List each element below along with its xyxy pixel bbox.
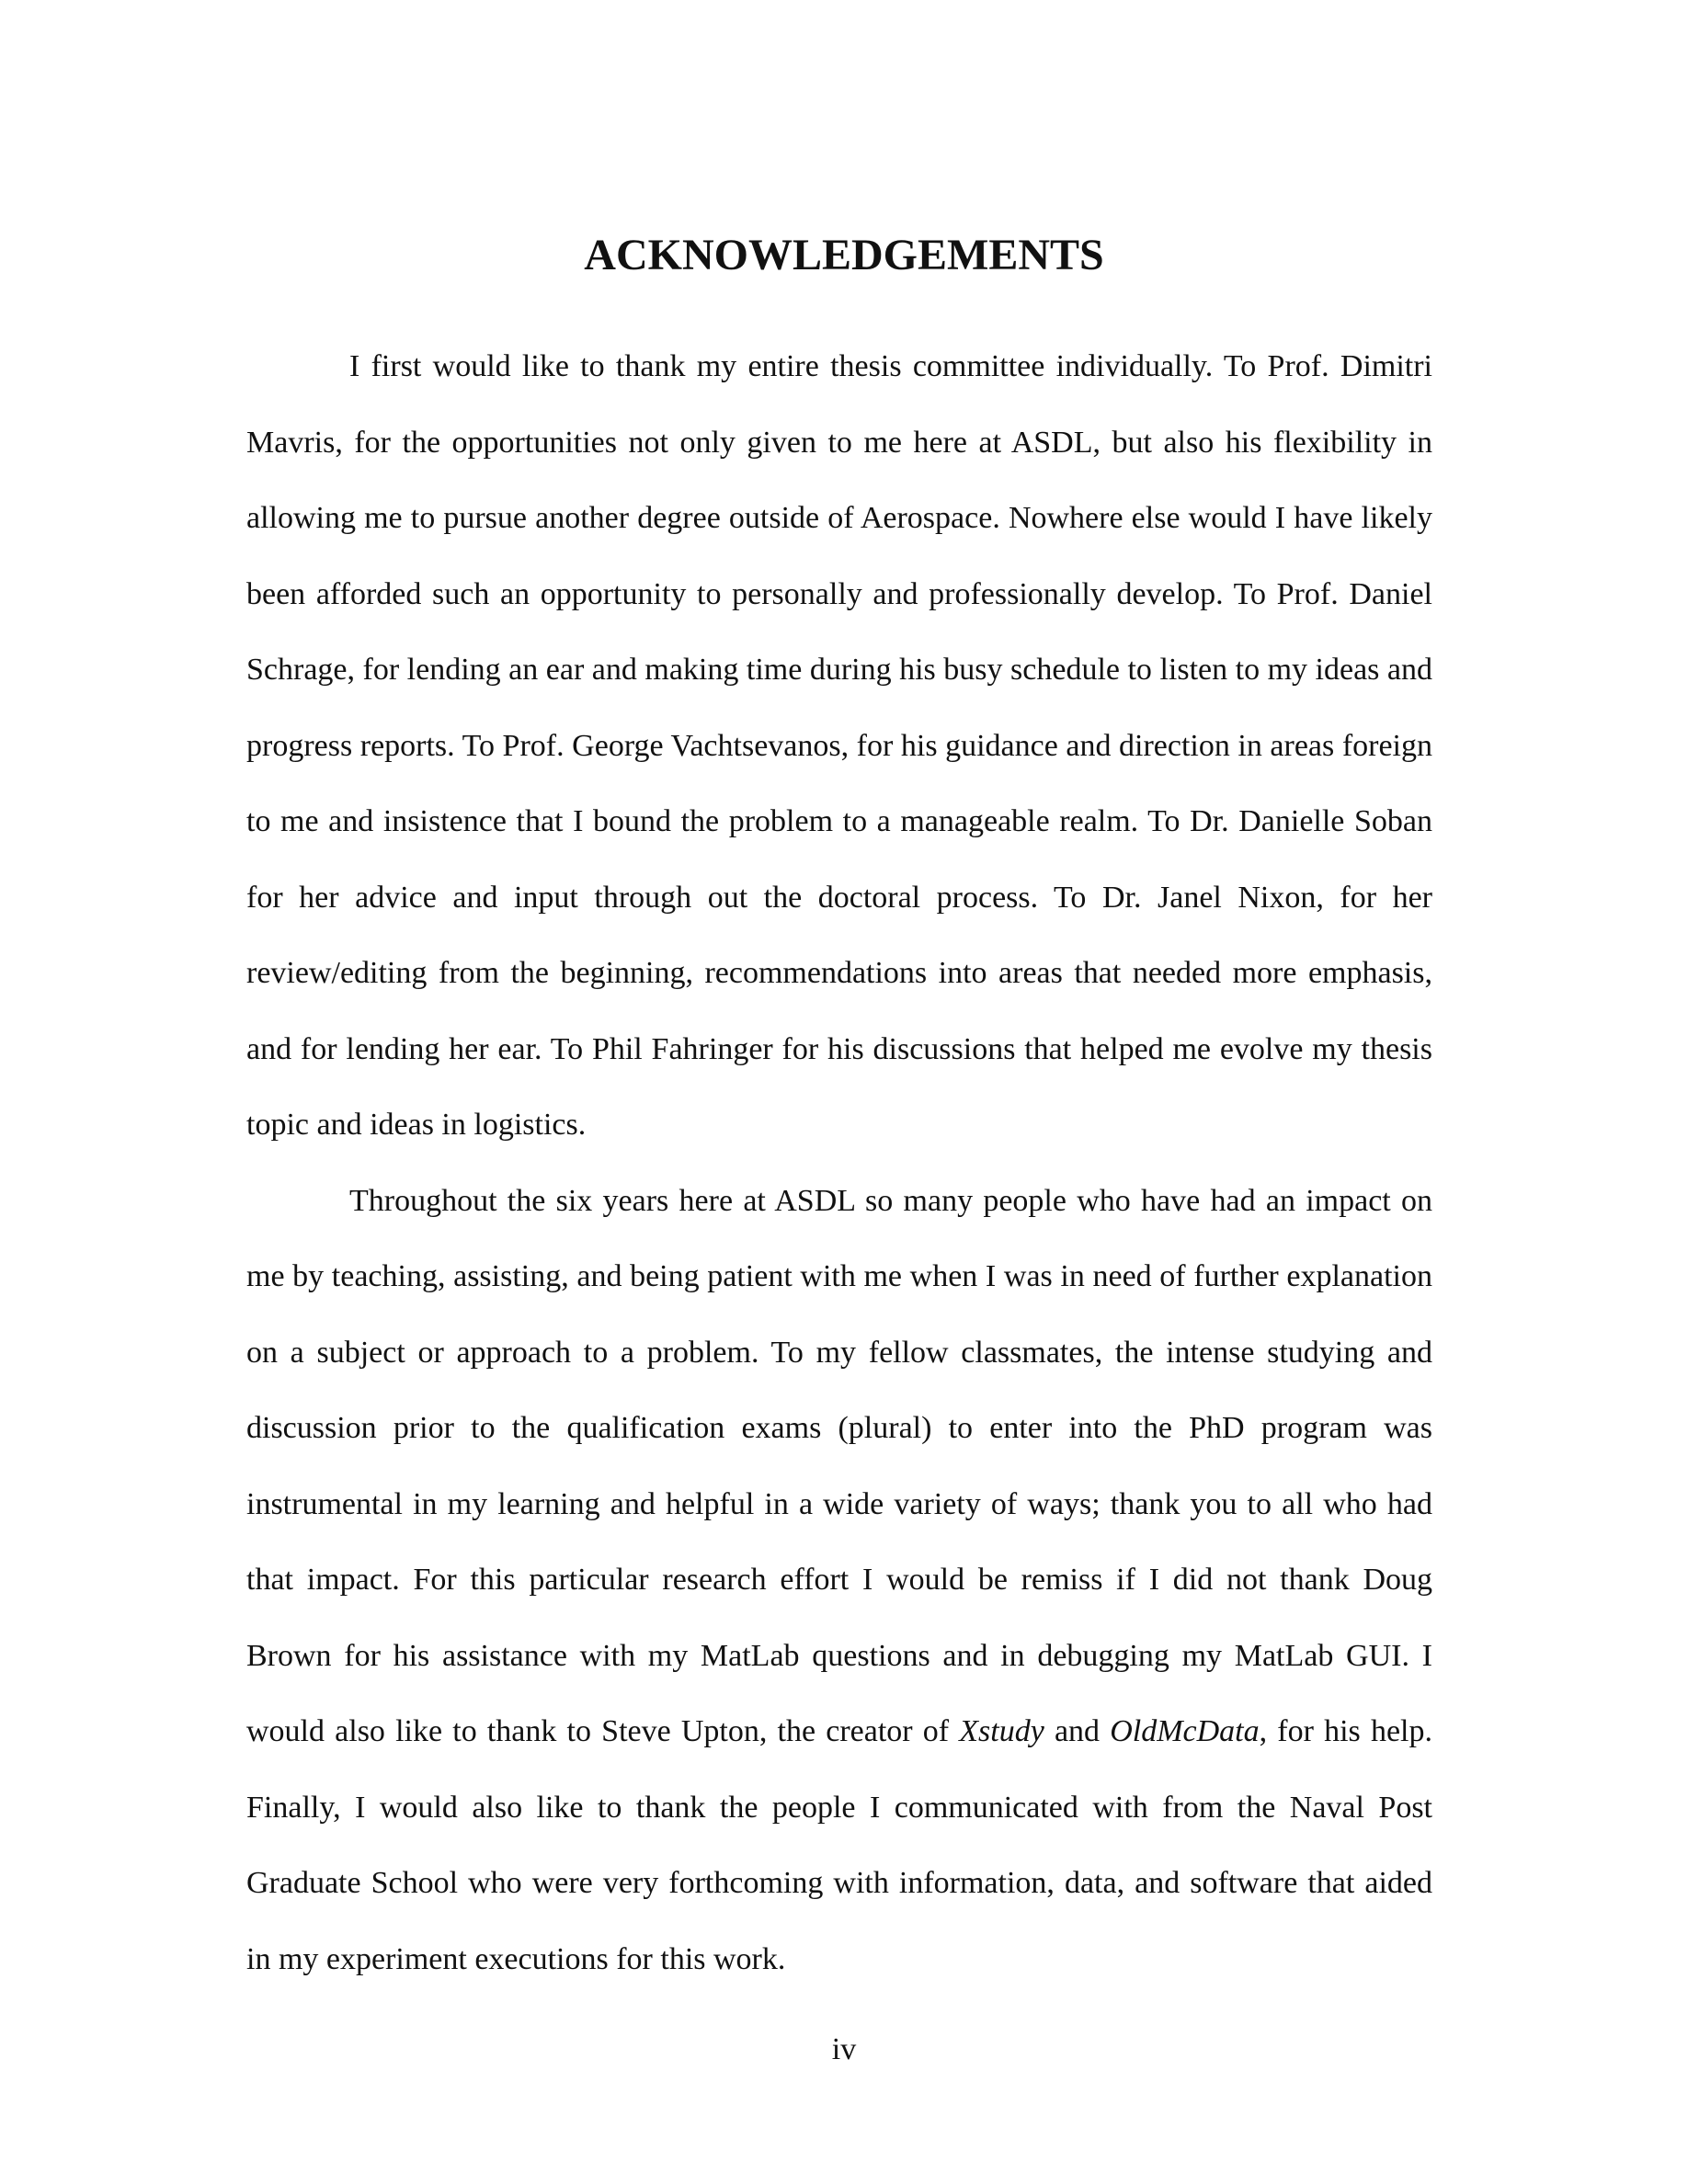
paragraph-2-text-part-3: , for his help. Finally, I would also like to thank the people I communicated with from the Naval Post Graduate School who were very forthcoming with information, data, and software that aided in my experiment executions for this work. [246,1714,1432,1976]
software-name-oldmcdata: OldMcData [1110,1714,1260,1748]
paragraph-2-text-part-1: Throughout the six years here at ASDL so many people who have had an impact on me by teaching, assisting, and being patient with me when I was in need of further explanation on a subject or approach to a problem. To my fellow classmates, the intense studying and discussion prior to the qualification exams (plural) to enter into the PhD program was instrumental in my learning and helpful in a wide variety of ways; thank you to all who had that impact. For this particular research effort I would be remiss if I did not thank Doug Brown for his assistance with my MatLab questions and in debugging my MatLab GUI. I would also like to thank to Steve Upton, the creator of [246,1183,1432,1748]
acknowledgements-body [246,329,1432,1997]
software-name-xstudy: Xstudy [959,1714,1044,1748]
page-title: ACKNOWLEDGEMENTS [584,231,1104,279]
paragraph-2 [246,1164,1432,1998]
paragraph-2-text-part-2: and [1044,1714,1111,1748]
paragraph-1-text: I first would like to thank my entire thesis committee individually. To Prof. Dimitri Mavris, for the opportunities not only given to me here at ASDL, but also his flexibility in allowing me to pursue another degree outside of Aerospace. Nowhere else would I have likely been afforded such an opportunity to personally and professionally develop. To Prof. Daniel Schrage, for lending an ear and making time during his busy schedule to listen to my ideas and progress reports. To Prof. George Vachtsevanos, for his guidance and direction in areas foreign to me and insistence that I bound the problem to a manageable realm. To Dr. Danielle Soban for her advice and input through out the doctoral process. To Dr. Janel Nixon, for her review/editing from the beginning, recommendations into areas that needed more emphasis, and for lending her ear. To Phil Fahringer for his discussions that helped me evolve my thesis topic and ideas in logistics. [246,349,1432,1142]
paragraph-1 [246,329,1432,1164]
page-number: iv [831,2032,857,2066]
